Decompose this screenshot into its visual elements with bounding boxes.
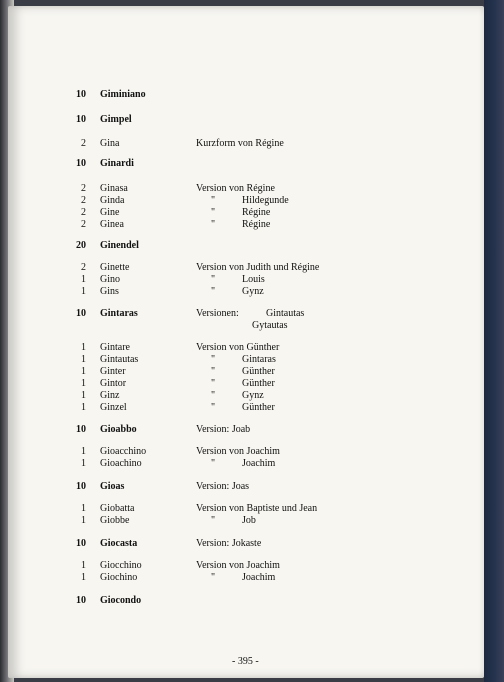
entry-number: 1	[81, 458, 86, 469]
entry-name: Giminiano	[100, 89, 146, 100]
entry-number: 10	[76, 89, 86, 100]
entry-name: Gintare	[100, 342, 130, 353]
entry-name: Ginardi	[100, 158, 134, 169]
entry-name: Gina	[100, 138, 120, 149]
entry-variant: Régine	[242, 219, 271, 230]
entry-description: Version: Joab	[196, 424, 251, 435]
entry-variant: Joachim	[242, 458, 276, 469]
ditto-mark: "	[211, 195, 216, 206]
entry-variant: Gynz	[242, 286, 264, 297]
entry-number: 10	[76, 595, 86, 606]
entry-description: Version: Joas	[196, 481, 250, 492]
ditto-mark: "	[211, 458, 216, 469]
book-cover-right	[484, 0, 504, 682]
entry-name: Ginzel	[100, 402, 127, 413]
entry-name: Ginea	[100, 219, 124, 230]
entry-number: 1	[81, 354, 86, 365]
entry-variant: Günther	[242, 366, 275, 377]
ditto-mark: "	[211, 286, 216, 297]
entry-number: 1	[81, 378, 86, 389]
entry-variant: Günther	[242, 402, 275, 413]
entry-number: 1	[81, 503, 86, 514]
entry-name: Gintaras	[100, 308, 138, 319]
entry-name: Gintor	[100, 378, 127, 389]
entry-number: 1	[81, 402, 86, 413]
entry-description: Kurzform von Régine	[196, 138, 284, 149]
entry-name: Giocchino	[100, 560, 142, 571]
entry-name: Ginasa	[100, 183, 128, 194]
page-number: - 395 -	[232, 656, 259, 667]
ditto-mark: "	[211, 274, 216, 285]
entry-number: 1	[81, 286, 86, 297]
entry-number: 1	[81, 390, 86, 401]
ditto-mark: "	[211, 207, 216, 218]
entry-number: 2	[81, 262, 86, 273]
entry-variant: Gytautas	[252, 320, 288, 331]
entry-name: Ginter	[100, 366, 126, 377]
entry-number: 10	[76, 424, 86, 435]
entry-variant: Joachim	[242, 572, 276, 583]
entry-number: 1	[81, 342, 86, 353]
entry-name: Gioachino	[100, 458, 142, 469]
entry-description: Versionen:	[196, 308, 239, 319]
entry-name: Gins	[100, 286, 119, 297]
entry-name: Ginda	[100, 195, 125, 206]
entry-description: Version: Jokaste	[196, 538, 262, 549]
entry-name: Gintautas	[100, 354, 139, 365]
entry-variant: Louis	[242, 274, 265, 285]
entry-number: 1	[81, 515, 86, 526]
entry-name: Giochino	[100, 572, 138, 583]
entry-description: Version von Baptiste und Jean	[196, 503, 318, 514]
entry-name: Giobatta	[100, 503, 135, 514]
entry-name: Giocasta	[100, 538, 138, 549]
entry-name: Gine	[100, 207, 120, 218]
entry-number: 10	[76, 481, 86, 492]
entry-name: Giobbe	[100, 515, 130, 526]
ditto-mark: "	[211, 354, 216, 365]
entry-number: 2	[81, 207, 86, 218]
entry-variant: Günther	[242, 378, 275, 389]
ditto-mark: "	[211, 572, 216, 583]
entry-name: Gioacchino	[100, 446, 147, 457]
entry-number: 20	[76, 240, 86, 251]
ditto-mark: "	[211, 378, 216, 389]
entry-name: Ginette	[100, 262, 130, 273]
entry-number: 1	[81, 446, 86, 457]
entry-number: 10	[76, 158, 86, 169]
entry-number: 2	[81, 138, 86, 149]
entry-description: Version von Günther	[196, 342, 280, 353]
ditto-mark: "	[211, 390, 216, 401]
ditto-mark: "	[211, 366, 216, 377]
entry-number: 10	[76, 308, 86, 319]
entry-name: Giocondo	[100, 595, 142, 606]
entry-description: Version von Régine	[196, 183, 275, 194]
entry-number: 10	[76, 538, 86, 549]
entry-variant: Régine	[242, 207, 271, 218]
entry-name: Gioas	[100, 481, 125, 492]
entry-variant: Gintaras	[242, 354, 276, 365]
ditto-mark: "	[211, 219, 216, 230]
entry-number: 1	[81, 274, 86, 285]
entry-number: 1	[81, 572, 86, 583]
entry-name: Gimpel	[100, 114, 132, 125]
entry-description: Version von Joachim	[196, 446, 280, 457]
entry-number: 2	[81, 219, 86, 230]
entry-number: 2	[81, 183, 86, 194]
entry-number: 1	[81, 560, 86, 571]
entry-description: Version von Judith und Régine	[196, 262, 320, 273]
entry-number: 2	[81, 195, 86, 206]
entry-number: 10	[76, 114, 86, 125]
entry-variant: Job	[242, 515, 256, 526]
ditto-mark: "	[211, 402, 216, 413]
entry-name: Ginendel	[100, 240, 139, 251]
entry-name: Gioabbo	[100, 424, 137, 435]
entry-number: 1	[81, 366, 86, 377]
entry-variant: Gynz	[242, 390, 264, 401]
entry-name: Gino	[100, 274, 120, 285]
entry-variant: Gintautas	[266, 308, 305, 319]
ditto-mark: "	[211, 515, 216, 526]
entry-variant: Hildegunde	[242, 195, 289, 206]
entry-name: Ginz	[100, 390, 120, 401]
entry-description: Version von Joachim	[196, 560, 280, 571]
